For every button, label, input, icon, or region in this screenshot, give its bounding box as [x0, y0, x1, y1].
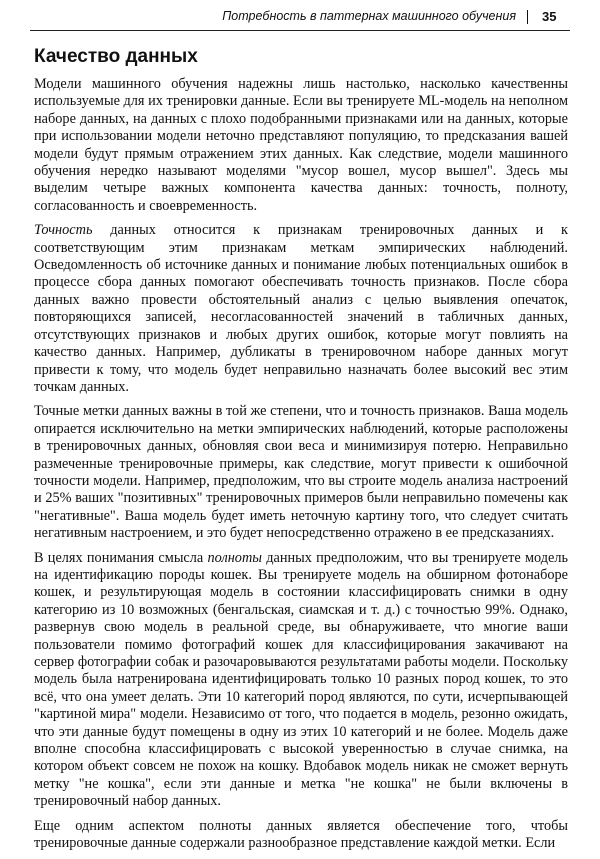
running-header	[0, 0, 600, 28]
term-accuracy: Точность	[34, 222, 93, 239]
paragraph-completeness	[34, 550, 568, 811]
term-completeness: полноты	[207, 549, 262, 566]
paragraph-labels-text: Точные метки данных важны в той же степени, что и точность признаков. Ваша модель опирается исключительно на метки эмпирических наблюдений, которые расположены в тренировочных данных, обновляя свои веса и минимизируя потерю. Неправильно размеченные тренировочные примеры, как следствие, могут привести к ошибочной точности модели. Например, предположим, что вы строите модель анализа настроений и 25% ваших "позитивных" тренировочных примеров были неправильно помечены как "негативные". Ваша модель будет иметь неточную картину того, что следует считать негативным настроением, и это будет непосредственно отражено в ее предсказаниях.	[34, 403, 568, 542]
running-title: Потребность в паттернах машинного обучения	[222, 9, 516, 23]
paragraph-diversity	[34, 818, 568, 853]
page-number: 35	[542, 9, 557, 24]
paragraph-completeness-lead: В целях понимания смысла	[34, 549, 208, 566]
paragraph-diversity-text: Еще одним аспектом полноты данных является обеспечение того, чтобы тренировочные данные содержали разнообразное представление каждой метки. Если	[34, 817, 568, 852]
paragraph-accuracy-text: данных относится к признакам тренировочных данных и к соответствующим этим признакам меткам эмпирических наблюдений. Осведомленность об источнике данных и понимание любых потенциальных ошибок в процессе сбора данных помогают обеспечивать точность признаков. После сбора данных важно провести обстоятельный анализ с целью выявления опечаток, повторяющихся записей, несогласованностей значений в табличных данных, отсутствующих признаков и любых других ошибок, которые могут повлиять на качество данных. Например, дубликаты в тренировочном наборе данных могут привести к тому, что модель будет неправильно назначать более высокий вес этим точкам данных.	[34, 222, 568, 395]
header-rule	[30, 30, 570, 31]
paragraph-intro	[34, 76, 568, 215]
section-title: Качество данных	[34, 46, 198, 67]
body-text	[34, 76, 568, 859]
paragraph-intro-text: Модели машинного обучения надежны лишь настолько, насколько качественны используемые для их тренировки данные. Если вы тренируете ML-модель на неполном наборе данных, на данных с плохо подобранными признаками или на данных, которые при использовании модели неточно представляют популяцию, то предсказания вашей модели будут прямым отражением этих данных. Как следствие, модели машинного обучения нередко называют моделями "мусор вошел, мусор вышел". Здесь мы выделим четыре важных компонента качества данных: точность, полноту, согласованность и своевременность.	[34, 76, 568, 214]
header-separator	[527, 10, 528, 24]
paragraph-labels	[34, 403, 568, 542]
paragraph-accuracy	[34, 222, 568, 396]
paragraph-completeness-text: данных предположим, что вы тренируете модель на идентификацию породы кошек. Вы тренируете модель на обширном фотонаборе кошек, и результирующая модель в состоянии классифицировать снимки в одну категорию из 10 возможных (бенгальская, сиамская и т. д.) с точностью 99%. Однако, развернув свою модель в реальной среде, вы обнаруживаете, что многие ваши пользователи помимо фотографий кошек для классифицирования закачивают на сервер фотографии собак и разочаровываются результатами работы модели. Поскольку модель была натренирована идентифицировать только 10 разных пород кошек, то это всё, что она умеет делать. Эти 10 категорий пород являются, по сути, исчерпывающей "картиной мира" модели. Независимо от того, что подается в модель, резонно ожидать, что эти данные будут помещены в одну из этих 10 категорий и не более. Модель даже вполне способна классифицировать с высокой уверенностью в случае снимка, на котором объект совсем не похож на кошку. Вдобавок модель никак не сможет вернуть метку "не кошка", если эти данные и метка "не кошка" не были включены в тренировочный набор данных.	[34, 549, 568, 810]
